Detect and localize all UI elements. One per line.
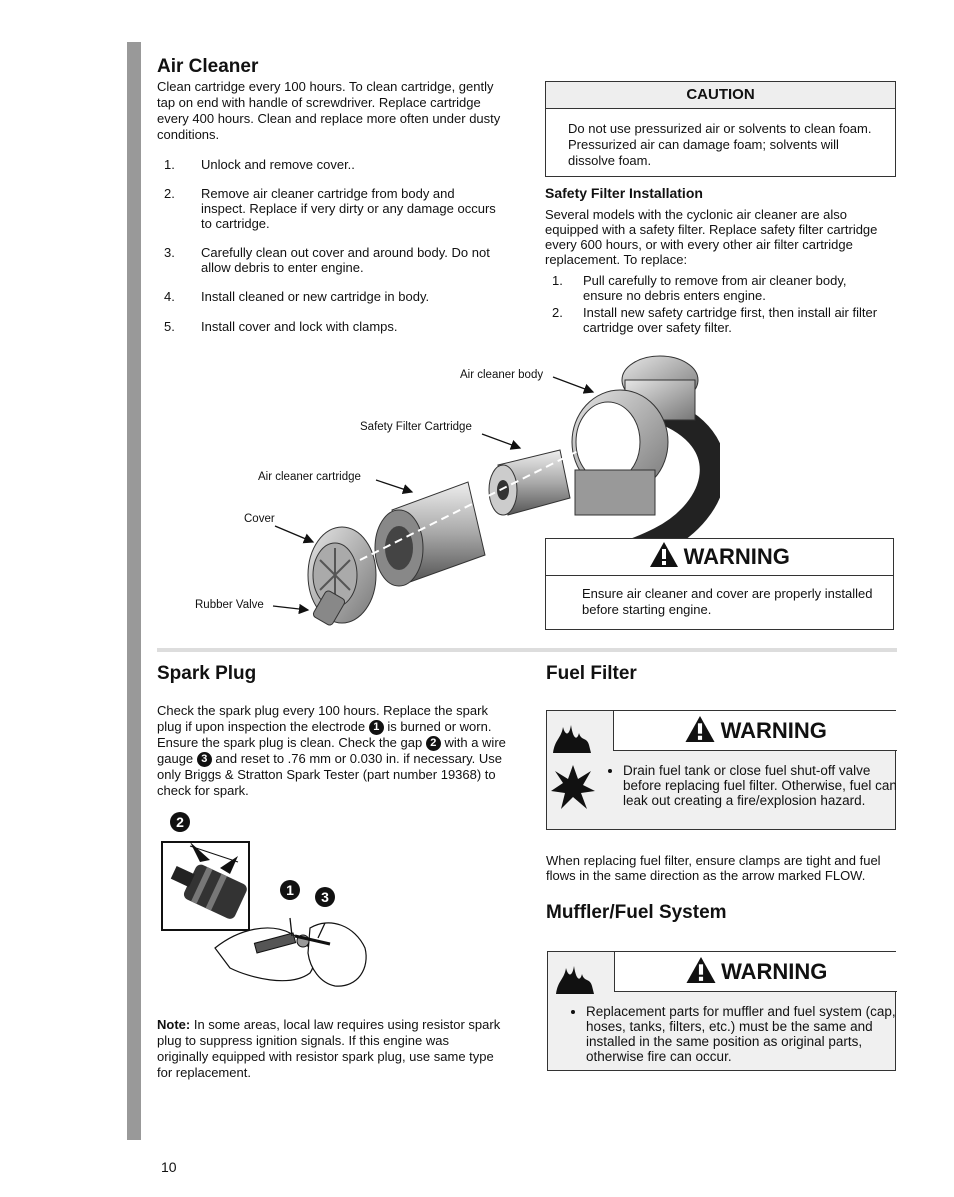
arrow-body xyxy=(553,377,593,392)
muffler-warning-list xyxy=(568,1004,908,1064)
callout-3-icon: 3 xyxy=(197,752,212,767)
warning-header xyxy=(546,539,893,576)
label-cover: Cover xyxy=(244,513,275,525)
callout-1-icon: 1 xyxy=(369,720,384,735)
arrow-safety xyxy=(482,434,520,448)
warning-header xyxy=(613,711,897,751)
figure-callout-3: 3 xyxy=(315,887,335,907)
air-cleaner-title: Air Cleaner xyxy=(157,56,259,77)
warning-triangle-icon xyxy=(684,715,716,743)
margin-bar xyxy=(127,42,141,1140)
label-air-cleaner-body: Air cleaner body xyxy=(460,369,544,381)
figure-callout-2: 2 xyxy=(170,812,190,832)
fuel-warning-list xyxy=(605,763,903,808)
label-safety-filter: Safety Filter Cartridge xyxy=(360,421,472,433)
warning-title: WARNING xyxy=(720,718,827,743)
warning-box-air xyxy=(545,538,894,630)
warning-title: WARNING xyxy=(683,544,790,569)
muffler-title: Muffler/Fuel System xyxy=(546,902,727,923)
safety-filter-intro: Several models with the cyclonic air cleaner are also equipped with a safety filter. Replace safety filter cartridge every 600 hours, or with every other air filter cartridge replacement. To replace: xyxy=(545,207,878,267)
warning-box-fuel xyxy=(546,710,896,830)
label-rubber-valve: Rubber Valve xyxy=(195,599,264,611)
fuel-warning-item: • Drain fuel tank or close fuel shut-off valve before replacing fuel filter. Otherwise, fuel can leak out creating a fire/explosion hazard. xyxy=(623,763,903,808)
muffler-warning-item: • Replacement parts for muffler and fuel system (cap, hoses, tanks, filters, etc.) must be the same and installed in the same position as original parts, otherwise fire can occur. xyxy=(586,1004,908,1064)
spark-plug-text: Check the spark plug every 100 hours. Replace the spark plug if upon inspection the electrode 1 is burned or worn. Ensure the spark plug is clean. Check the gap 2 with a wire gauge 3 and reset to .76 mm or 0.030 in. if necessary. Use only Briggs & Stratton Spark Tester (part number 19368) to check for spark. xyxy=(157,703,506,799)
safety-filter-title: Safety Filter Installation xyxy=(545,185,703,201)
spark-plug-figure xyxy=(160,838,375,1000)
label-air-cleaner-cartridge: Air cleaner cartridge xyxy=(258,471,361,483)
spark-plug-note: Note: In some areas, local law requires using resistor spark plug to suppress ignition signals. If this engine was originally equipped with resistor spark plug, use same type for replacement. xyxy=(157,1017,501,1080)
fire-icon xyxy=(554,960,598,996)
fuel-filter-text: When replacing fuel filter, ensure clamps are tight and fuel flows in the same direction as the arrow marked FLOW. xyxy=(546,853,881,883)
warning-header xyxy=(614,952,897,992)
callout-2-icon: 2 xyxy=(426,736,441,751)
arrow-valve xyxy=(273,606,308,610)
figure-callout-1: 1 xyxy=(280,880,300,900)
spark-plug-title: Spark Plug xyxy=(157,663,257,684)
explosion-icon xyxy=(551,763,595,811)
fuel-filter-title: Fuel Filter xyxy=(546,663,637,684)
warning-box-muffler xyxy=(547,951,896,1071)
caution-text: Do not use pressurized air or solvents to clean foam. Pressurized air can damage foam; solvents will dissolve foam. xyxy=(568,121,872,168)
warning-title: WARNING xyxy=(721,959,828,984)
caution-title: CAUTION xyxy=(546,82,895,109)
arrow-cartridge xyxy=(376,480,412,492)
air-cleaner-cartridge-shape xyxy=(375,482,485,586)
caution-box xyxy=(545,81,896,177)
fire-icon xyxy=(551,719,595,755)
safety-filter-shape xyxy=(489,450,570,515)
arrow-cover xyxy=(275,526,313,542)
section-divider xyxy=(157,648,897,652)
cover-shape xyxy=(308,527,376,626)
warning-air-text: Ensure air cleaner and cover are properly installed before starting engine. xyxy=(582,586,873,617)
warning-triangle-icon xyxy=(685,956,717,984)
warning-triangle-icon xyxy=(649,541,679,568)
air-cleaner-intro: Clean cartridge every 100 hours. To clean cartridge, gently tap on end with handle of screwdriver. Replace cartridge every 400 hours. Clean and replace more often under dusty conditions. xyxy=(157,79,501,142)
page-number: 10 xyxy=(161,1159,177,1175)
